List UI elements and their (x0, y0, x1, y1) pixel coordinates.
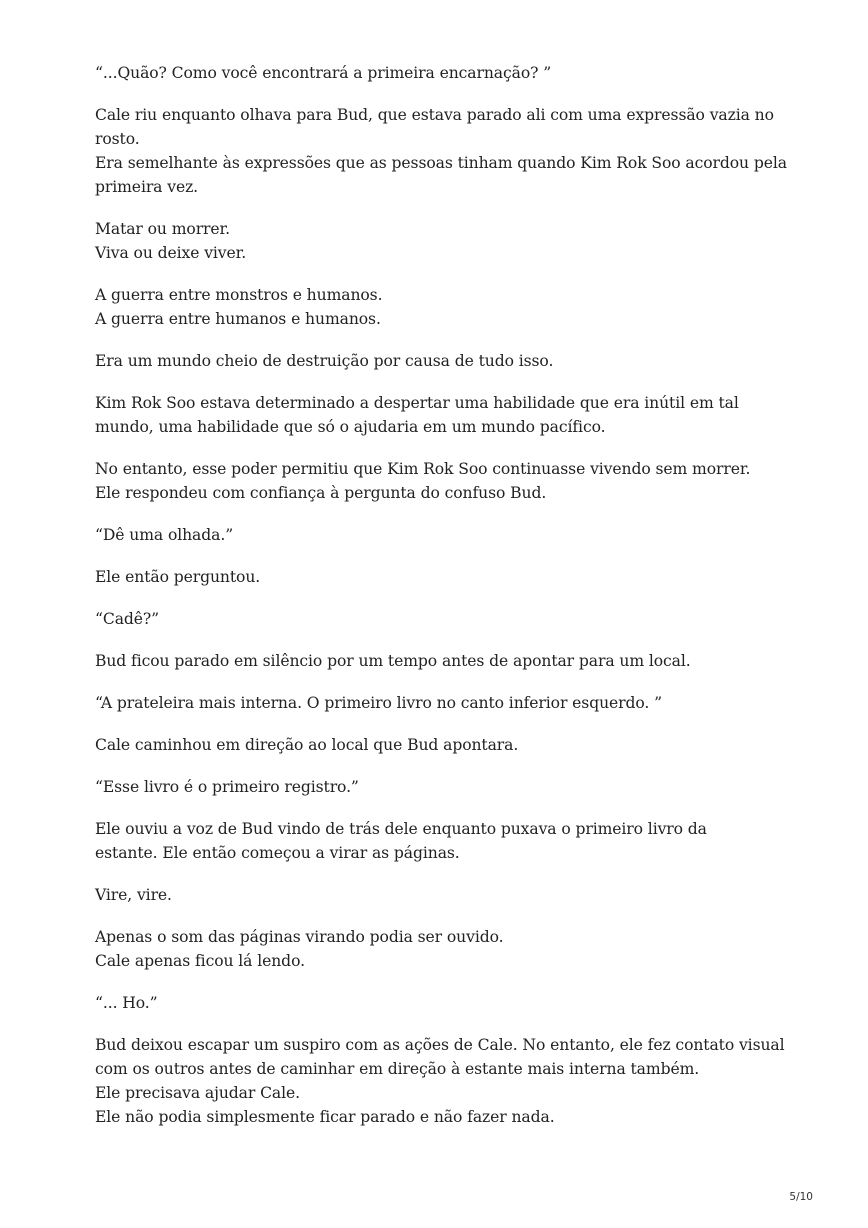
page-number: 5/10 (789, 1191, 813, 1203)
paragraph (95, 607, 795, 631)
paragraph (95, 817, 795, 865)
text-line: “Dê uma olhada.” (95, 526, 234, 544)
paragraph (95, 457, 795, 505)
text-line: “Esse livro é o primeiro registro.” (95, 778, 359, 796)
text-line: Viva ou deixe viver. (95, 244, 247, 262)
text-line: Apenas o som das páginas virando podia ser ouvido. (95, 928, 504, 946)
text-line: Ele respondeu com confiança à pergunta do confuso Bud. (95, 484, 547, 502)
text-line: Ele não podia simplesmente ficar parado e não fazer nada. (95, 1108, 555, 1126)
text-line: Cale caminhou em direção ao local que Bud apontara. (95, 736, 519, 754)
text-line: “Cadê?” (95, 610, 160, 628)
text-line: com os outros antes de caminhar em direção à estante mais interna também. (95, 1060, 700, 1078)
text-line: A guerra entre humanos e humanos. (95, 310, 381, 328)
text-line: Ele precisava ajudar Cale. (95, 1084, 300, 1102)
text-line: Bud deixou escapar um suspiro com as ações de Cale. No entanto, ele fez contato visual (95, 1036, 785, 1054)
text-line: Vire, vire. (95, 886, 172, 904)
paragraph (95, 283, 795, 331)
text-line: primeira vez. (95, 178, 199, 196)
paragraph (95, 61, 795, 85)
text-line: Cale apenas ficou lá lendo. (95, 952, 305, 970)
paragraph (95, 883, 795, 907)
paragraph (95, 691, 795, 715)
paragraph (95, 1033, 795, 1129)
paragraph (95, 925, 795, 973)
paragraph (95, 733, 795, 757)
paragraph (95, 349, 795, 373)
paragraph (95, 523, 795, 547)
text-line: “...Quão? Como você encontrará a primeira encarnação? ” (95, 64, 552, 82)
text-line: Era semelhante às expressões que as pessoas tinham quando Kim Rok Soo acordou pela (95, 154, 787, 172)
text-line: Era um mundo cheio de destruição por causa de tudo isso. (95, 352, 554, 370)
paragraph (95, 217, 795, 265)
text-line: mundo, uma habilidade que só o ajudaria em um mundo pacífico. (95, 418, 606, 436)
paragraph (95, 775, 795, 799)
paragraph (95, 103, 795, 199)
text-line: A guerra entre monstros e humanos. (95, 286, 383, 304)
text-line: “... Ho.” (95, 994, 158, 1012)
text-line: Ele ouviu a voz de Bud vindo de trás dele enquanto puxava o primeiro livro da (95, 820, 707, 838)
text-line: No entanto, esse poder permitiu que Kim Rok Soo continuasse vivendo sem morrer. (95, 460, 751, 478)
text-line: Ele então perguntou. (95, 568, 261, 586)
paragraph (95, 649, 795, 673)
text-line: rosto. (95, 130, 140, 148)
text-line: Cale riu enquanto olhava para Bud, que estava parado ali com uma expressão vazia no (95, 106, 774, 124)
text-line: “A prateleira mais interna. O primeiro livro no canto inferior esquerdo. ” (95, 694, 662, 712)
paragraph (95, 391, 795, 439)
text-line: estante. Ele então começou a virar as páginas. (95, 844, 460, 862)
text-line: Matar ou morrer. (95, 220, 231, 238)
paragraph (95, 565, 795, 589)
text-line: Bud ficou parado em silêncio por um tempo antes de apontar para um local. (95, 652, 691, 670)
paragraph (95, 991, 795, 1015)
text-line: Kim Rok Soo estava determinado a despertar uma habilidade que era inútil em tal (95, 394, 739, 412)
document-body (95, 61, 795, 1147)
